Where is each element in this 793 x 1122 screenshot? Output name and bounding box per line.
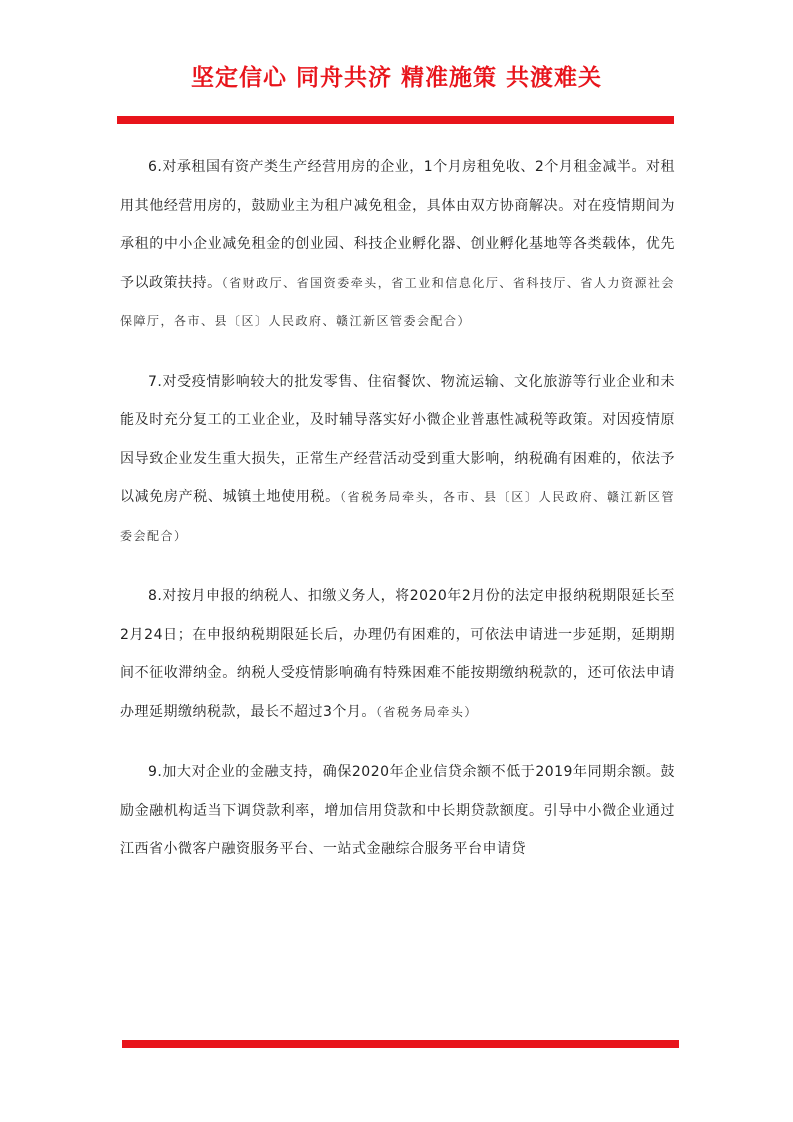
paragraph-8	[120, 577, 675, 731]
paragraph-note: （省财政厅、省国资委牵头，省工业和信息化厅、省科技厅、省人力资源社会保障厅，各市、县〔区〕人民政府、赣江新区管委会配合）	[120, 275, 675, 328]
paragraph-text: 7.对受疫情影响较大的批发零售、住宿餐饮、物流运输、文化旅游等行业企业和未能及时充分复工的工业企业，及时辅导落实好小微企业普惠性减税等政策。对因疫情原因导致企业发生重大损失，正常生产经营活动受到重大影响，纳税确有困难的，依法予以减免房产税、城镇土地使用税。	[120, 373, 675, 505]
bottom-divider	[122, 1040, 679, 1048]
paragraph-text: 8.对按月申报的纳税人、扣缴义务人，将2020年2月份的法定申报纳税期限延长至2月24日；在申报纳税期限延长后，办理仍有困难的，可依法申请进一步延期，延期期间不征收滞纳金。纳税人受疫情影响确有特殊困难不能按期缴纳税款的，还可依法申请办理延期缴纳税款，最长不超过3个月。	[120, 588, 675, 720]
paragraph-9	[120, 753, 675, 869]
paragraph-note: （省税务局牵头）	[375, 704, 478, 719]
page-title: 坚定信心 同舟共济 精准施策 共渡难关	[190, 65, 603, 91]
paragraph-text: 9.加大对企业的金融支持，确保2020年企业信贷余额不低于2019年同期余额。鼓励金融机构适当下调贷款利率，增加信用贷款和中长期贷款额度。引导中小微企业通过江西省小微客户融资服务平台、一站式金融综合服务平台申请贷	[120, 764, 675, 857]
paragraph-6	[120, 148, 675, 341]
paragraph-7	[120, 363, 675, 556]
paragraph-note: （省税务局牵头，各市、县〔区〕人民政府、赣江新区管委会配合）	[120, 490, 675, 543]
paragraph-text: 6.对承租国有资产类生产经营用房的企业，1个月房租免收、2个月租金减半。对租用其他经营用房的，鼓励业主为租户减免租金，具体由双方协商解决。对在疫情期间为承租的中小企业减免租金的创业园、科技企业孵化器、创业孵化基地等各类载体，优先予以政策扶持。	[120, 159, 675, 291]
document-body	[120, 148, 675, 891]
top-divider	[117, 116, 674, 124]
